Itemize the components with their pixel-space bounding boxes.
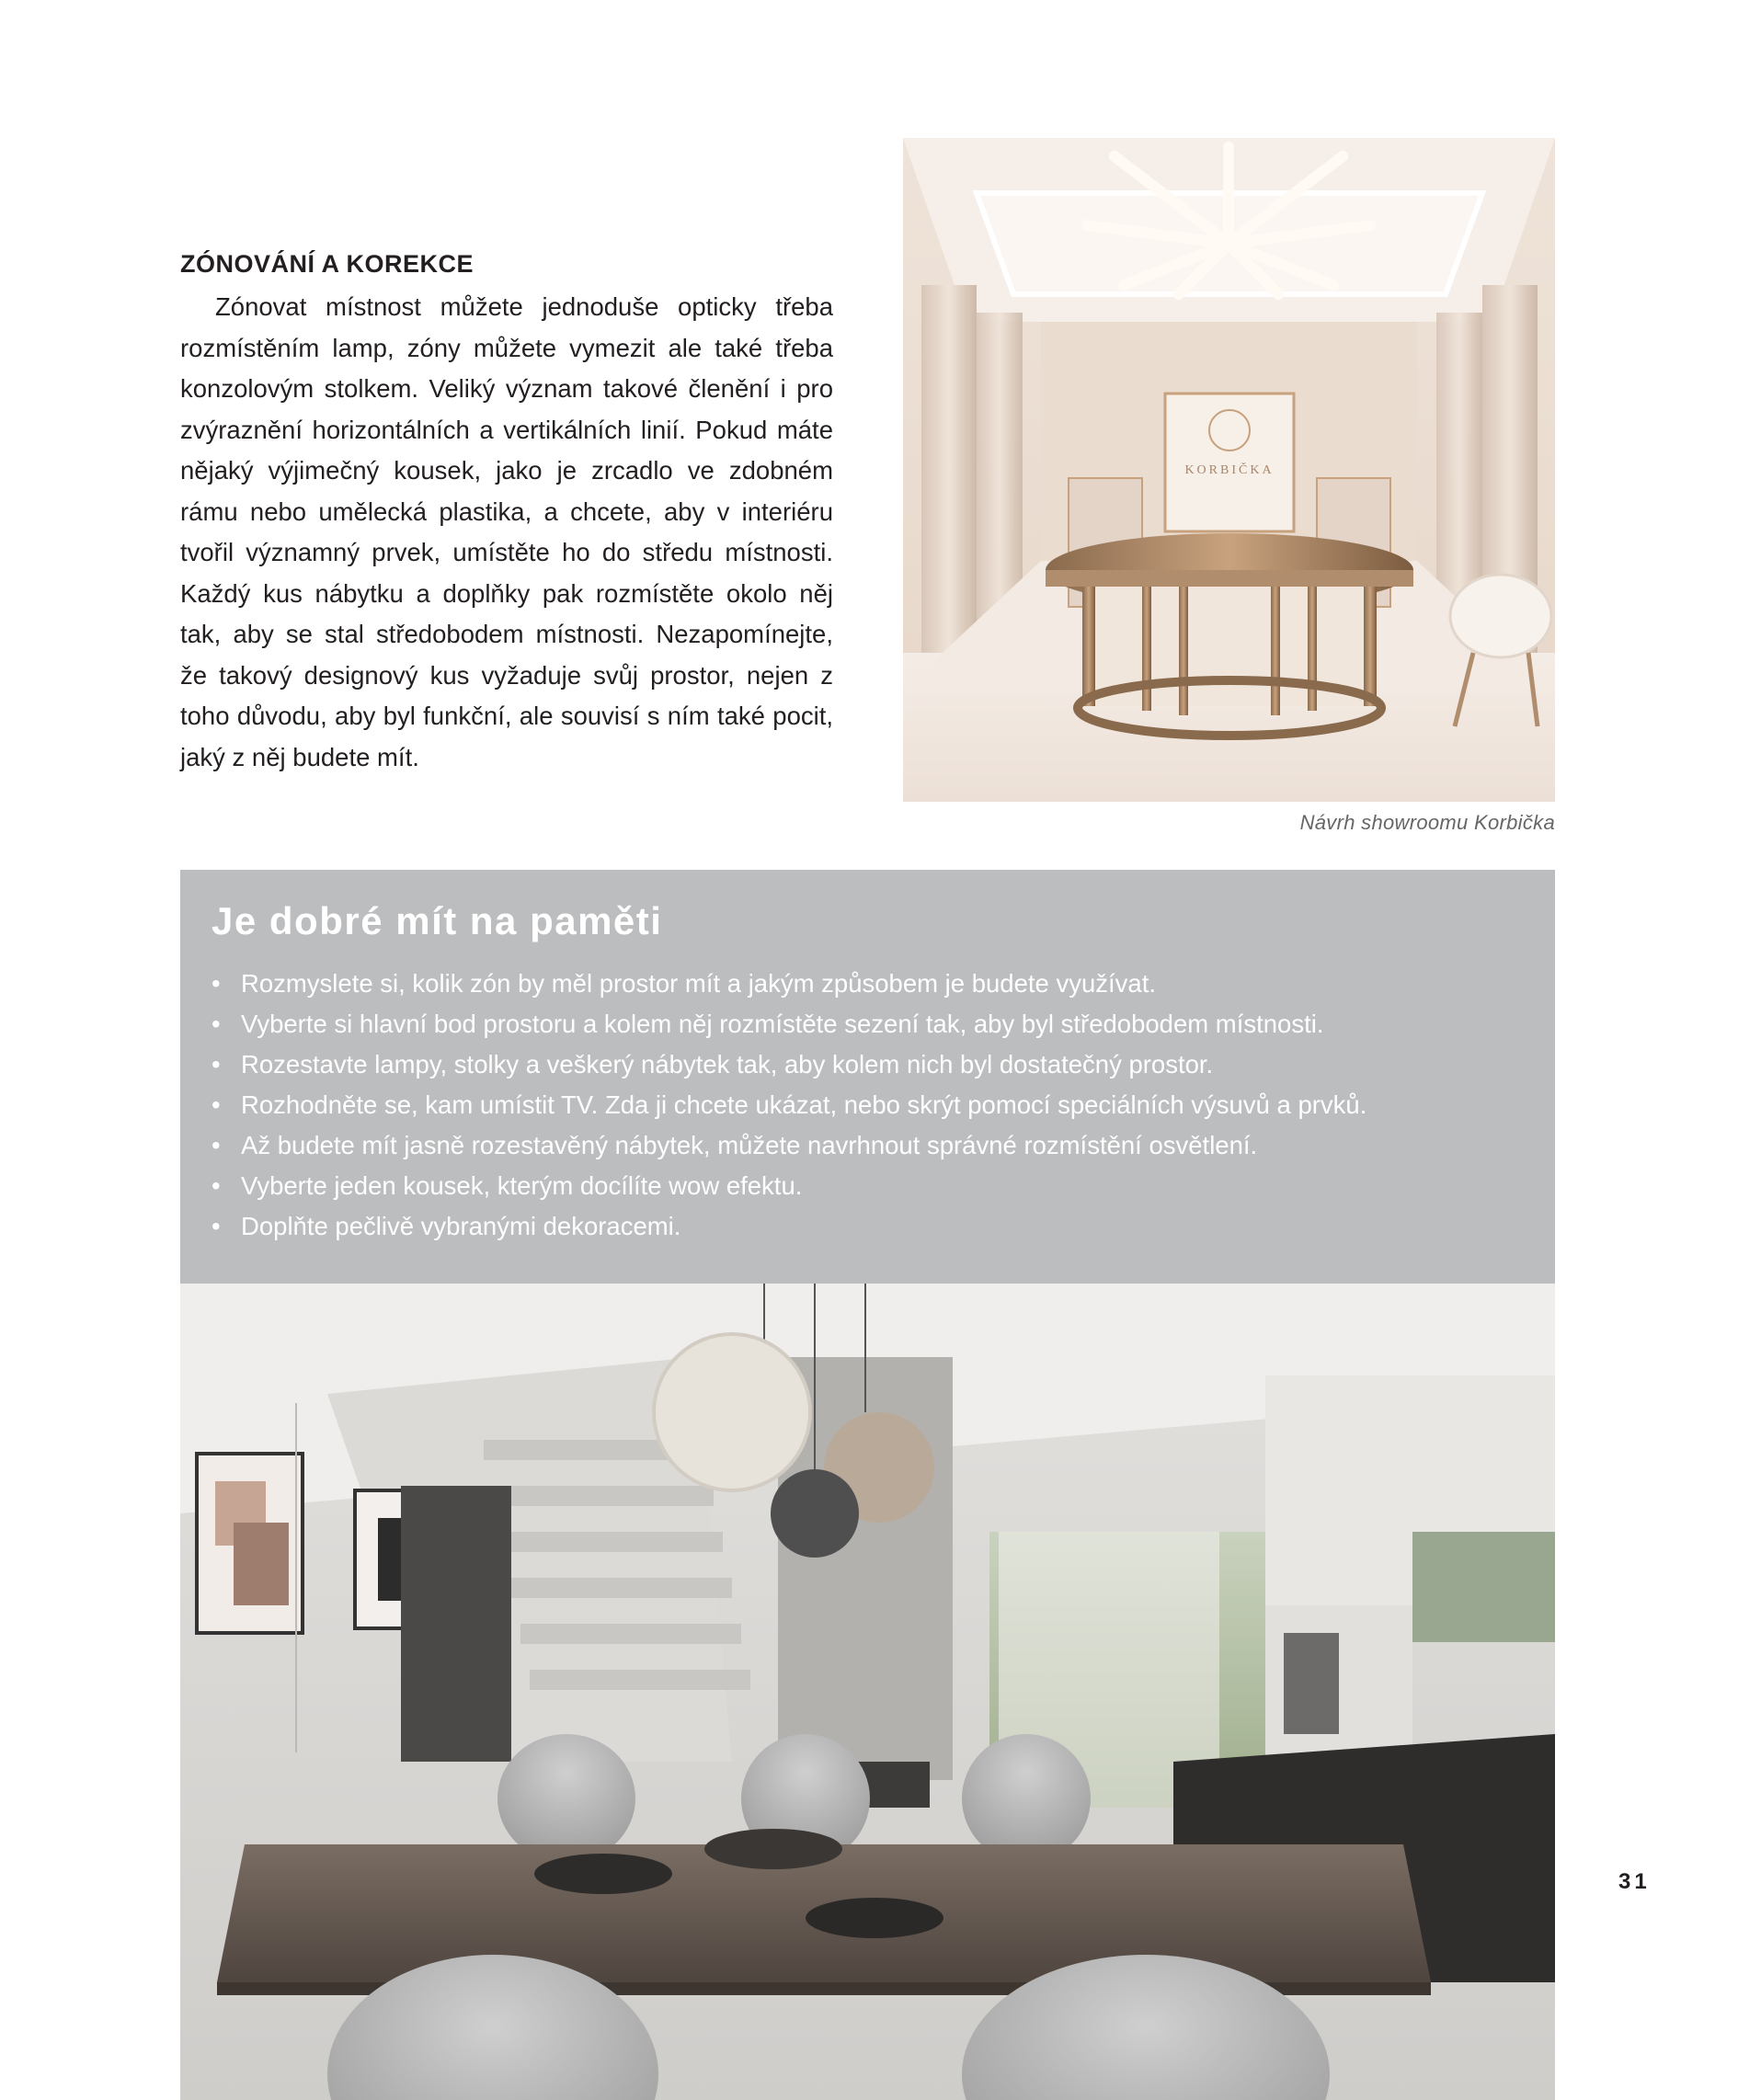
tip-item: • Vyberte si hlavní bod prostoru a kolem něj rozmístěte sezení tak, aby byl středobodem místnosti. [212, 1004, 1524, 1044]
tip-item: • Vyberte jeden kousek, kterým docílíte wow efektu. [212, 1166, 1524, 1206]
showroom-photo [903, 138, 1555, 802]
article-body: Zónovat místnost můžete jednoduše opticky třeba rozmístěním lamp, zóny můžete vymezit ale také třeba konzolovým stolkem. Veliký význam takové členění i pro zvýraznění horizontálních a vertikálních linií. Pokud máte nějaký výjimečný kousek, jako je zrcadlo ve zdobném rámu nebo umělecká plastika, a chcete, aby v interiéru tvořil významný prvek, umístěte ho do středu místnosti. Každý kus nábytku a doplňky pak rozmístěte okolo něj tak, aby se stal středobodem místnosti. Nezapomínejte, že takový designový kus vyžaduje svůj prostor, nejen z toho důvodu, aby byl funkční, ale souvisí s ním také pocit, jaký z něj budete mít. [180, 292, 833, 771]
interior-photo [180, 1284, 1555, 2100]
showroom-sign-text: KORBIČKA [1184, 463, 1275, 477]
tip-item: • Až budete mít jasně rozestavěný nábytek, můžete navrhnout správné rozmístění osvětlení. [212, 1125, 1524, 1166]
tip-item: • Rozestavte lampy, stolky a veškerý nábytek tak, aby kolem nich byl dostatečný prostor. [212, 1044, 1524, 1085]
article [180, 246, 833, 778]
tip-item: • Doplňte pečlivě vybranými dekoracemi. [212, 1206, 1524, 1247]
page-number: 31 [1618, 1869, 1651, 1894]
tip-box-title: Je dobré mít na paměti [212, 899, 663, 942]
article-heading: ZÓNOVÁNÍ A KOREKCE [180, 250, 475, 278]
photo-caption: Návrh showroomu Korbička [1299, 811, 1555, 834]
tip-item: • Rozhodněte se, kam umístit TV. Zda ji chcete ukázat, nebo skrýt pomocí speciálních výsuvů a prvků. [212, 1085, 1524, 1125]
tip-list [212, 964, 1524, 1247]
tip-box [180, 870, 1555, 1284]
tip-item: • Rozmyslete si, kolik zón by měl prostor mít a jakým způsobem je budete využívat. [212, 964, 1524, 1004]
